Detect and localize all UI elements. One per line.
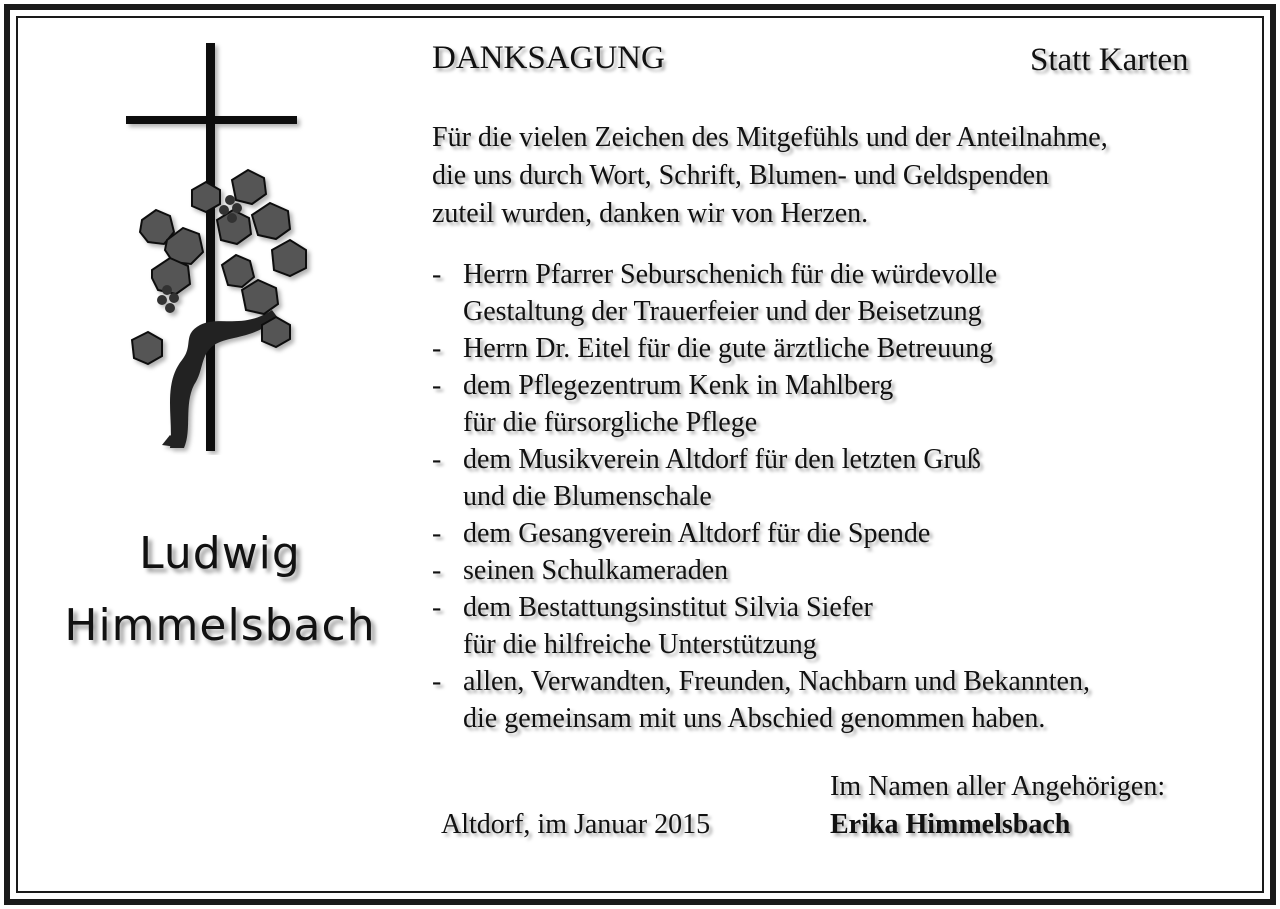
list-item: Herrn Pfarrer Seburschenich für die würdevolle (463, 259, 998, 290)
list-bullet: - (432, 333, 442, 364)
list-item: für die hilfreiche Unterstützung (463, 629, 817, 660)
signature: Erika Himmelsbach (830, 809, 1071, 840)
on-behalf-text: Im Namen aller Angehörigen: (830, 771, 1166, 802)
intro-line: zuteil wurden, danken wir von Herzen. (432, 198, 869, 229)
page-title: DANKSAGUNG (432, 40, 665, 76)
list-bullet: - (432, 555, 442, 586)
cross-with-vine-icon (122, 40, 327, 455)
deceased-first-name: Ludwig (139, 528, 301, 579)
intro-line: die uns durch Wort, Schrift, Blumen- und Geldspenden (432, 160, 1050, 191)
list-bullet: - (432, 370, 442, 401)
list-item: Herrn Dr. Eitel für die gute ärztliche Betreuung (463, 333, 994, 364)
list-item: und die Blumenschale (463, 481, 712, 512)
statt-karten-note: Statt Karten (1030, 42, 1189, 78)
list-item: die gemeinsam mit uns Abschied genommen haben. (463, 703, 1046, 734)
deceased-last-name: Himmelsbach (64, 600, 376, 651)
place-date: Altdorf, im Januar 2015 (441, 809, 711, 840)
list-item: dem Pflegezentrum Kenk in Mahlberg (463, 370, 894, 401)
list-item: für die fürsorgliche Pflege (463, 407, 758, 438)
list-bullet: - (432, 592, 442, 623)
list-bullet: - (432, 518, 442, 549)
list-item: dem Bestattungsinstitut Silvia Siefer (463, 592, 873, 623)
list-item: seinen Schulkameraden (463, 555, 729, 586)
list-item: dem Gesangverein Altdorf für die Spende (463, 518, 931, 549)
list-item: allen, Verwandten, Freunden, Nachbarn und Bekannten, (463, 666, 1090, 697)
list-bullet: - (432, 444, 442, 475)
intro-line: Für die vielen Zeichen des Mitgefühls und der Anteilnahme, (432, 122, 1108, 153)
list-item: dem Musikverein Altdorf für den letzten Gruß (463, 444, 981, 475)
list-bullet: - (432, 259, 442, 290)
list-item: Gestaltung der Trauerfeier und der Beisetzung (463, 296, 982, 327)
list-bullet: - (432, 666, 442, 697)
